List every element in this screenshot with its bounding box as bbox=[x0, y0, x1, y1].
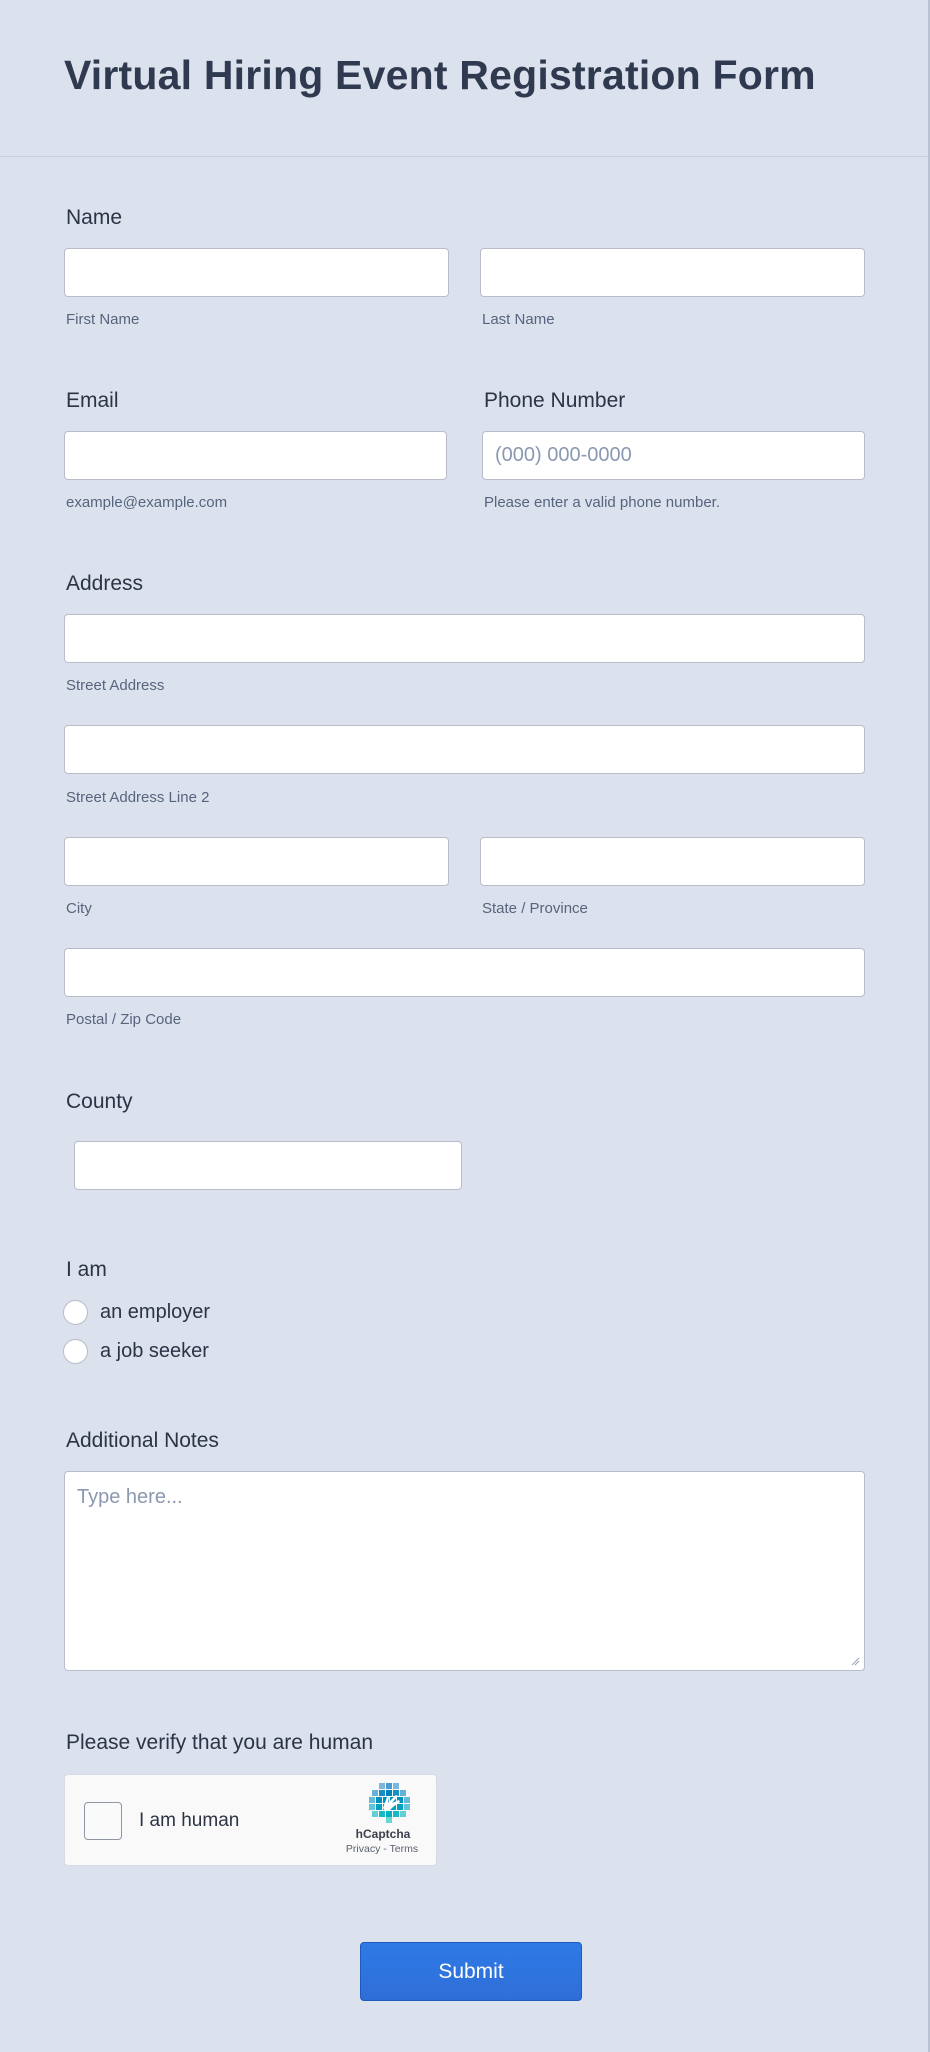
last-name-sublabel: Last Name bbox=[482, 311, 555, 328]
last-name-input[interactable] bbox=[480, 248, 865, 297]
postal-code-input[interactable] bbox=[64, 948, 865, 997]
notes-textarea[interactable] bbox=[64, 1471, 865, 1671]
state-input[interactable] bbox=[480, 837, 865, 886]
address-label: Address bbox=[66, 572, 144, 595]
city-input[interactable] bbox=[64, 837, 449, 886]
first-name-input[interactable] bbox=[64, 248, 449, 297]
street-address-line2-sublabel: Street Address Line 2 bbox=[66, 789, 210, 806]
phone-label: Phone Number bbox=[484, 389, 626, 412]
radio-label: an employer bbox=[100, 1301, 211, 1323]
county-label: County bbox=[66, 1090, 133, 1113]
captcha-checkbox[interactable] bbox=[84, 1802, 122, 1840]
hcaptcha-logo-icon bbox=[369, 1783, 411, 1823]
submit-button[interactable]: Submit bbox=[360, 1942, 582, 2001]
radio-button[interactable] bbox=[63, 1339, 88, 1364]
hcaptcha-widget bbox=[64, 1774, 437, 1866]
captcha-checkbox-text: I am human bbox=[139, 1810, 240, 1831]
phone-input[interactable] bbox=[482, 431, 865, 480]
radio-option-job-seeker[interactable] bbox=[63, 1339, 209, 1364]
radio-option-employer[interactable] bbox=[63, 1300, 210, 1325]
hcaptcha-privacy-terms-link[interactable]: Privacy - Terms bbox=[345, 1843, 419, 1855]
radio-button[interactable] bbox=[63, 1300, 88, 1325]
phone-sublabel: Please enter a valid phone number. bbox=[484, 494, 720, 511]
role-label: I am bbox=[66, 1258, 107, 1281]
email-label: Email bbox=[66, 389, 119, 412]
city-sublabel: City bbox=[66, 900, 92, 917]
street-address-sublabel: Street Address bbox=[66, 677, 165, 694]
notes-label: Additional Notes bbox=[66, 1429, 219, 1452]
radio-label: a job seeker bbox=[100, 1340, 209, 1362]
first-name-sublabel: First Name bbox=[66, 311, 140, 328]
captcha-label: Please verify that you are human bbox=[66, 1731, 374, 1754]
hcaptcha-brand: hCaptcha bbox=[355, 1827, 411, 1841]
street-address-line2-input[interactable] bbox=[64, 725, 865, 774]
county-input[interactable] bbox=[74, 1141, 462, 1190]
postal-code-sublabel: Postal / Zip Code bbox=[66, 1011, 182, 1028]
form-title: Virtual Hiring Event Registration Form bbox=[64, 52, 816, 98]
street-address-input[interactable] bbox=[64, 614, 865, 663]
email-sublabel: example@example.com bbox=[66, 494, 228, 511]
state-sublabel: State / Province bbox=[482, 900, 588, 917]
resize-handle-icon[interactable] bbox=[850, 1656, 860, 1666]
form-header bbox=[0, 0, 928, 157]
email-input[interactable] bbox=[64, 431, 447, 480]
name-label: Name bbox=[66, 206, 123, 229]
